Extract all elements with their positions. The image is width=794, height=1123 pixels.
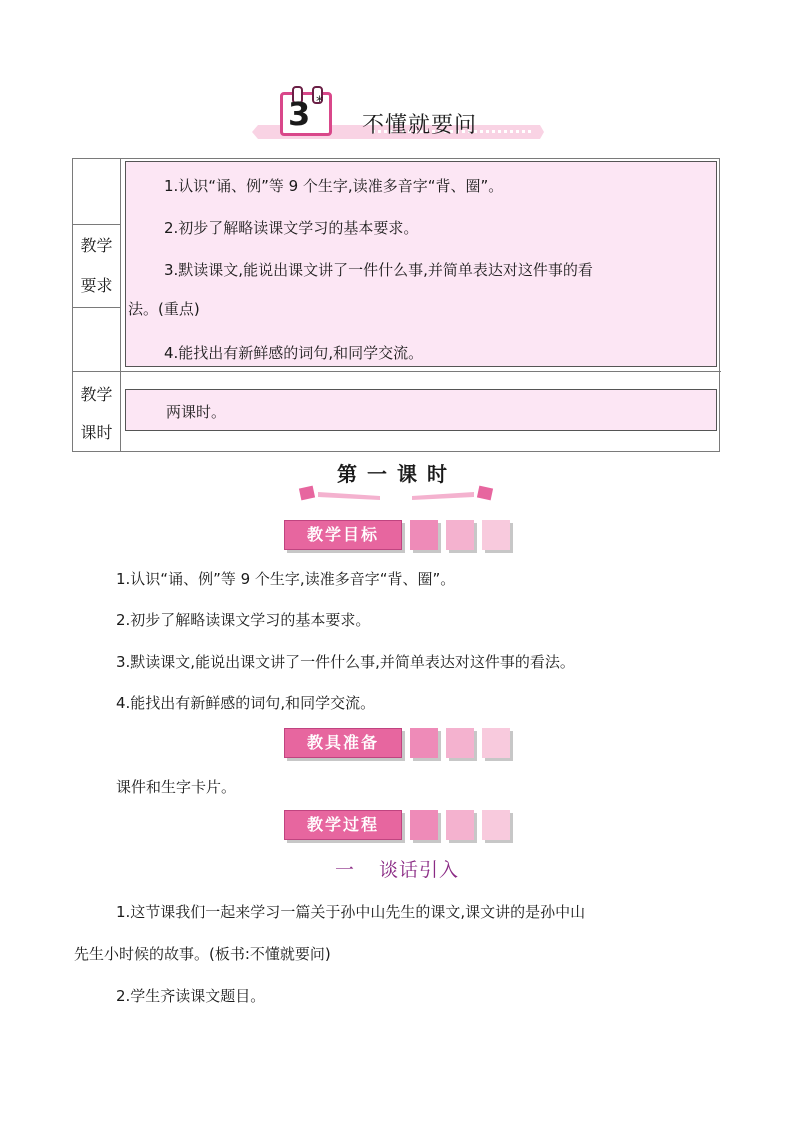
requirement-item-1: 1.认识“诵、例”等 9 个生字,读准多音字“背、圈”。 [164, 177, 504, 195]
tag-square-1 [410, 728, 438, 758]
goals-tag-label: 教学目标 [306, 525, 379, 544]
calendar-icon [280, 86, 336, 138]
tag-square-1 [410, 810, 438, 840]
goal-item-4: 4.能找出有新鲜感的词句,和同学交流。 [116, 694, 376, 712]
process-heading [0, 855, 794, 882]
process-heading-number: 一 [334, 859, 355, 881]
goals-tag-label-box [284, 520, 402, 550]
tools-tag-label: 教具准备 [306, 733, 379, 752]
goal-item-1: 1.认识“诵、例”等 9 个生字,读准多音字“背、圈”。 [116, 570, 456, 588]
requirement-item-4: 4.能找出有新鲜感的词句,和同学交流。 [164, 344, 424, 362]
section-deco-left [296, 484, 380, 504]
goal-item-2: 2.初步了解略读课文学习的基本要求。 [116, 611, 371, 629]
requirements-box [125, 161, 717, 367]
tag-square-2 [446, 728, 474, 758]
tag-square-3 [482, 728, 510, 758]
requirement-item-3-cont: 法。(重点) [128, 300, 200, 318]
lesson-number: 3 [288, 95, 311, 133]
row-divider [73, 371, 721, 372]
lesson-title: 不懂就要问 [362, 113, 478, 138]
process-heading-text: 谈话引入 [379, 859, 460, 881]
goals-tag [284, 520, 516, 554]
tag-square-1 [410, 520, 438, 550]
goal-item-3: 3.默读课文,能说出课文讲了一件什么事,并简单表达对这件事的看法。 [116, 653, 575, 671]
process-line-1: 1.这节课我们一起来学习一篇关于孙中山先生的课文,课文讲的是孙中山 [116, 903, 586, 921]
tag-square-2 [446, 520, 474, 550]
requirements-label-bottom: 要求 [80, 276, 113, 295]
requirement-item-3: 3.默读课文,能说出课文讲了一件什么事,并简单表达对这件事的看 [164, 261, 593, 279]
table-column-divider [120, 159, 121, 451]
tag-square-3 [482, 810, 510, 840]
section-title: 第一课时 [337, 462, 457, 486]
tools-text: 课件和生字卡片。 [116, 778, 237, 796]
hours-box [125, 389, 717, 431]
requirement-item-2: 2.初步了解略读课文学习的基本要求。 [164, 219, 419, 237]
hours-label-bottom: 课时 [80, 423, 113, 442]
requirements-label-top: 教学 [80, 236, 113, 255]
tools-tag-label-box [284, 728, 402, 758]
process-line-2: 先生小时候的故事。(板书:不懂就要问) [74, 945, 331, 963]
lesson-header [252, 80, 544, 156]
lesson-star: * [316, 94, 323, 110]
process-tag-label-box [284, 810, 402, 840]
tools-tag [284, 728, 516, 762]
requirements-table [72, 158, 720, 452]
hours-label-top: 教学 [80, 385, 113, 404]
process-tag [284, 810, 516, 844]
tag-square-2 [446, 810, 474, 840]
process-line-3: 2.学生齐读课文题目。 [116, 987, 266, 1005]
process-tag-label: 教学过程 [306, 815, 379, 834]
tag-square-3 [482, 520, 510, 550]
section-deco-right [412, 484, 496, 504]
hours-value: 两课时。 [166, 403, 227, 421]
